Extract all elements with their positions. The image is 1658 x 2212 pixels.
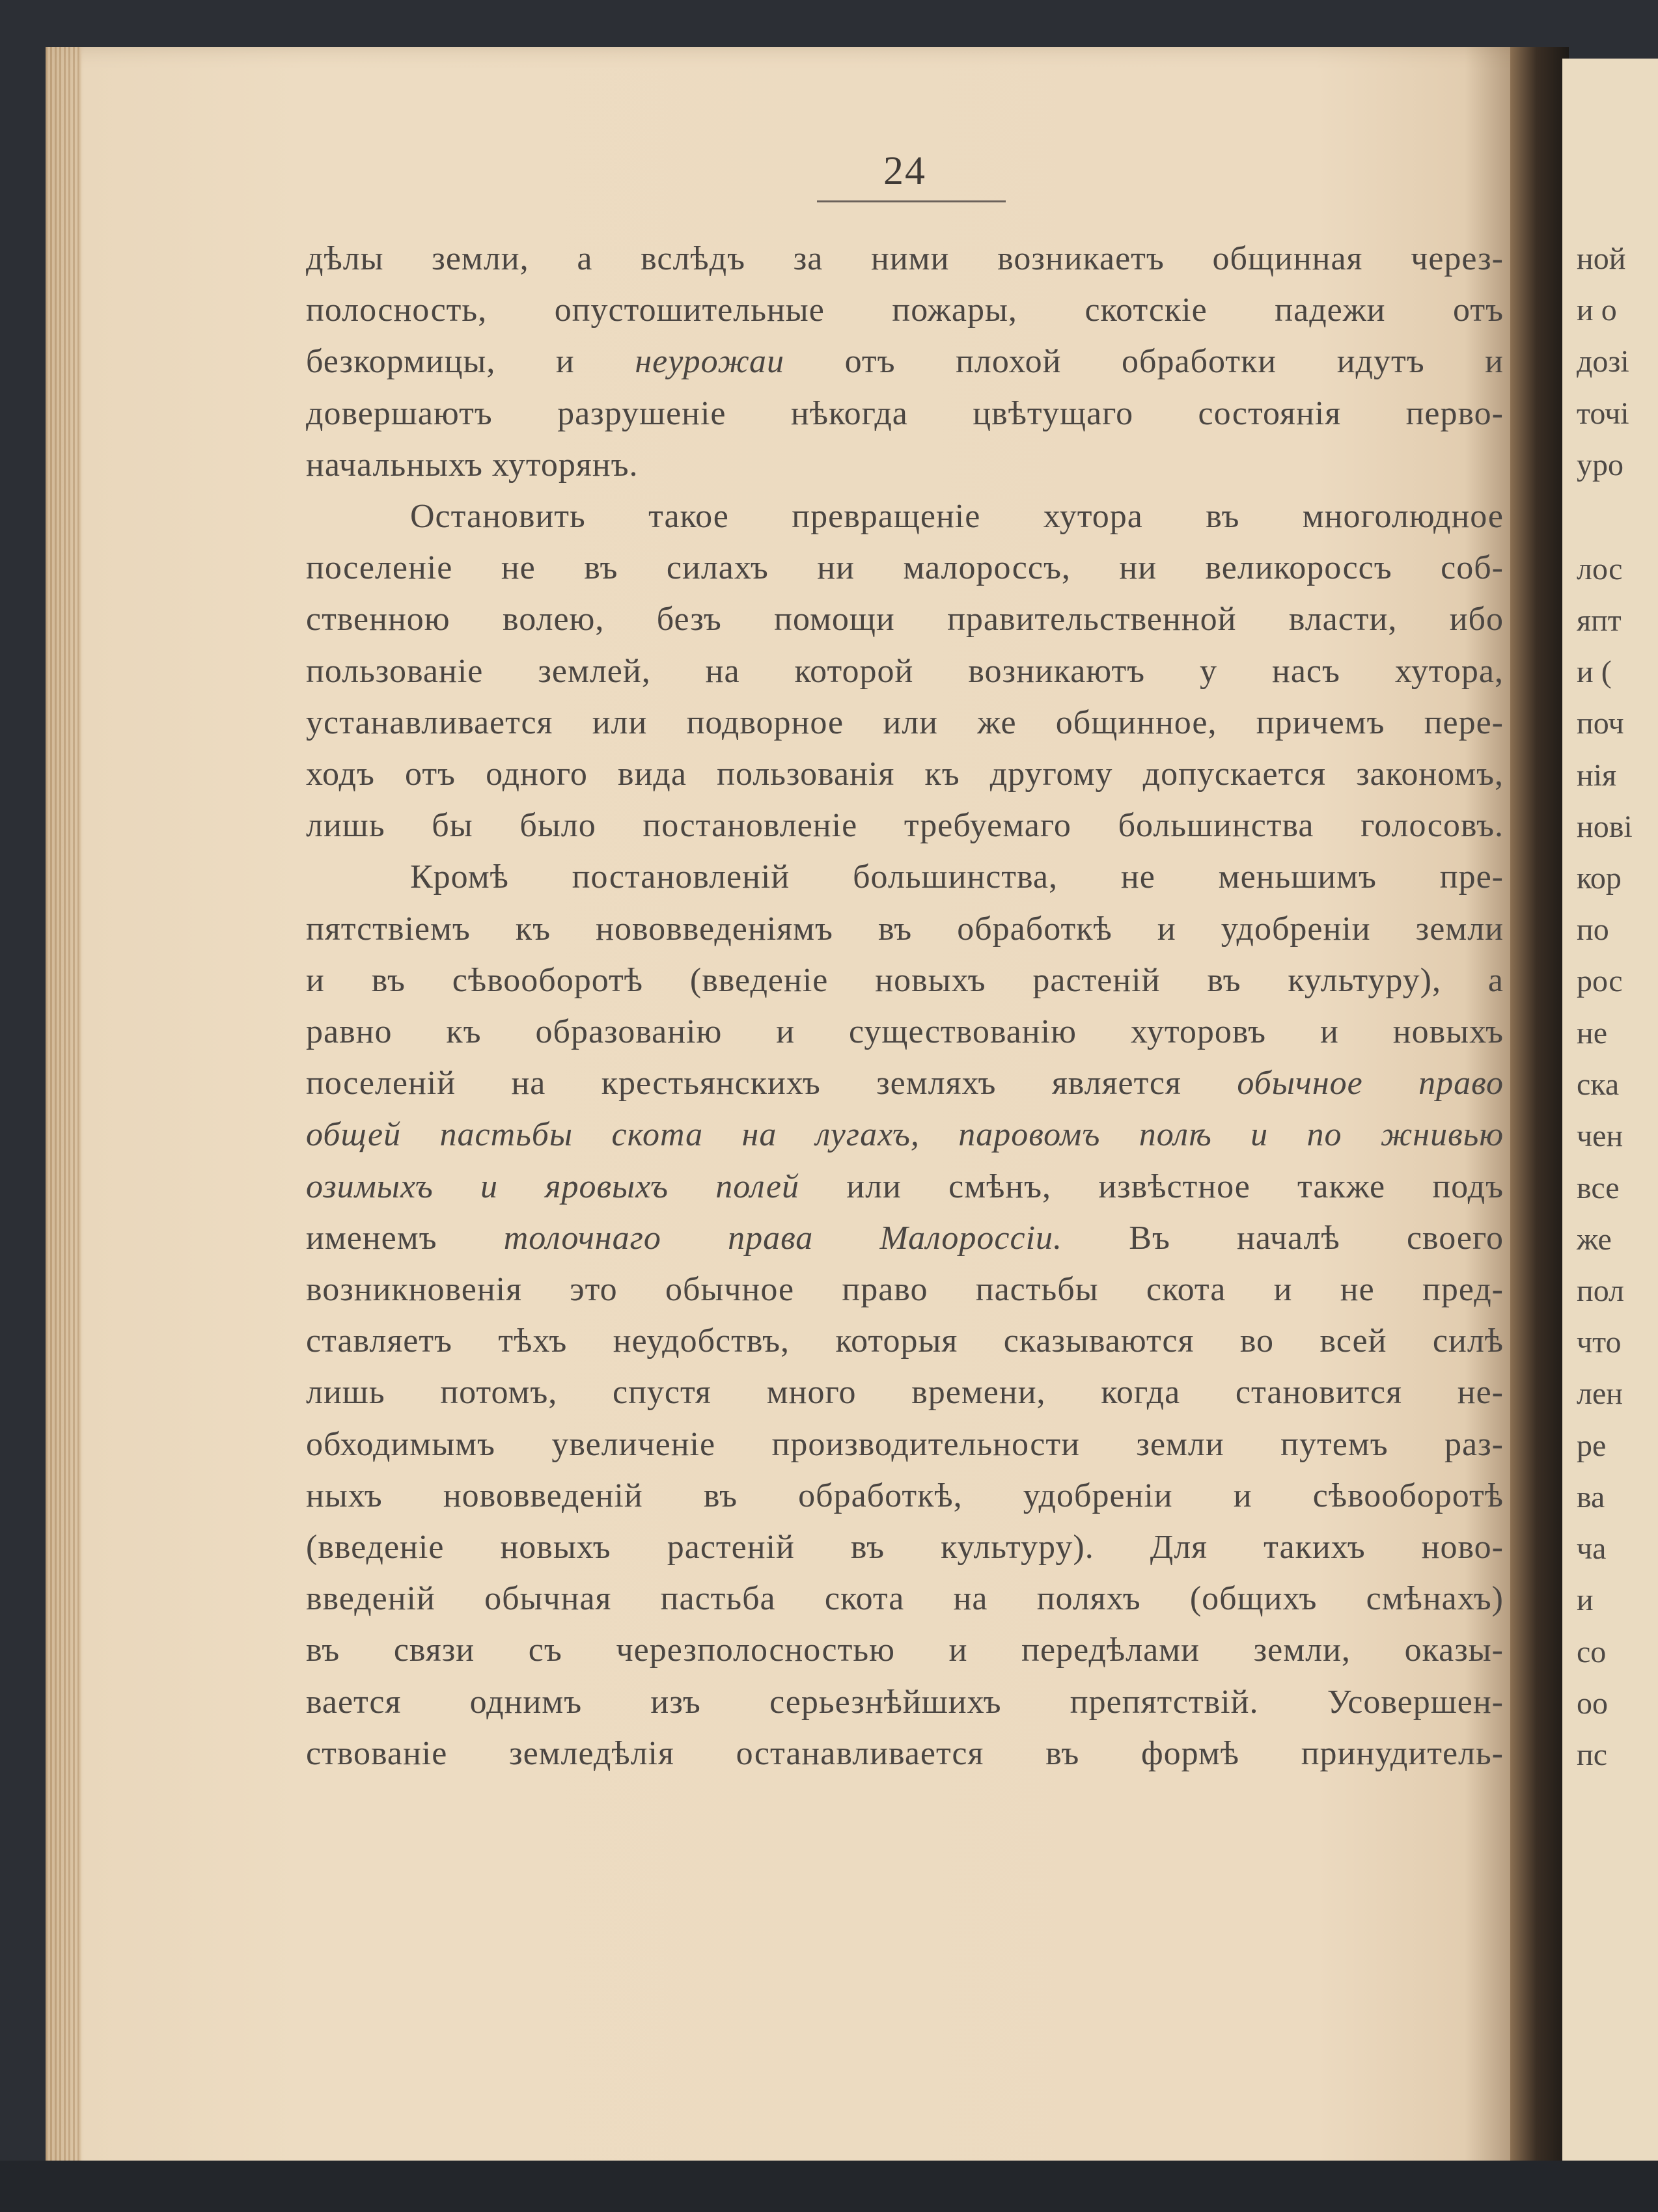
text-run: или смѣнъ, извѣстное также подъ — [799, 1167, 1504, 1205]
facing-page-fragment-text: ска — [1577, 1067, 1620, 1102]
facing-page-fragment-text: уро — [1577, 448, 1623, 482]
page-edge — [46, 47, 81, 2194]
facing-page-fragment-text: поч — [1577, 706, 1624, 741]
text-line — [306, 903, 1504, 955]
text-run: дѣлы земли, а вслѣдъ за ними возникаетъ общинная через- — [306, 240, 1504, 277]
page-number-rule — [817, 200, 1006, 202]
facing-page-fragment-text: ча — [1577, 1531, 1607, 1566]
text-line — [306, 1522, 1504, 1574]
facing-page-fragment-text: что — [1577, 1325, 1622, 1359]
text-line — [306, 439, 1504, 491]
text-run: безкормицы, и — [306, 343, 635, 381]
book-gutter — [1510, 47, 1569, 2194]
facing-page-fragment-text: кор — [1577, 861, 1622, 895]
text-line — [306, 594, 1504, 646]
text-line — [306, 284, 1504, 336]
facing-page-fragment-text: нові — [1577, 810, 1633, 844]
italic-phrase: озимыхъ и яровыхъ полей — [306, 1167, 800, 1205]
italic-phrase: неурожаи — [635, 343, 785, 381]
facing-page-fragment-text: точі — [1577, 396, 1629, 431]
text-line — [410, 491, 1504, 543]
text-run: пятствіемъ къ нововведеніямъ въ обработкѣ и удобреніи земли — [306, 910, 1504, 948]
facing-page-fragment-text: ре — [1577, 1428, 1607, 1463]
text-line — [306, 1161, 1504, 1213]
facing-page-fragment-text: лен — [1577, 1376, 1623, 1411]
facing-page-fragment-text: пс — [1577, 1738, 1607, 1772]
facing-page-fragment-text: оо — [1577, 1686, 1608, 1721]
text-line — [306, 748, 1504, 800]
text-line — [306, 955, 1504, 1007]
facing-page-fragment-text: и — [1577, 1583, 1594, 1617]
text-run: поселеніе не въ силахъ ни малороссъ, ни великороссъ соб- — [306, 549, 1504, 587]
text-line — [306, 1624, 1504, 1676]
italic-phrase: общей пастьбы скота на лугахъ, паровомъ полѣ и по жнивью — [306, 1116, 1504, 1154]
facing-page-fragment-text: пол — [1577, 1274, 1625, 1308]
facing-page-fragment-text: ной — [1577, 241, 1626, 276]
text-run: равно къ образованію и существованію хуторовъ и новыхъ — [306, 1013, 1504, 1050]
text-run: Кромѣ постановленій большинства, не меньшимъ пре- — [410, 858, 1504, 896]
facing-page-fragment-text: все — [1577, 1171, 1620, 1205]
text-run: лишь потомъ, спустя много времени, когда становится не- — [306, 1374, 1504, 1412]
text-line — [306, 646, 1504, 698]
text-line — [306, 800, 1504, 852]
text-run: Остановить такое превращеніе хутора въ многолюдное — [410, 498, 1504, 535]
text-run: лишь бы было постановленіе требуемаго большинства голосовъ. — [306, 807, 1504, 845]
facing-page-fragment-text: ва — [1577, 1480, 1605, 1514]
text-line — [306, 1058, 1504, 1110]
text-run: въ связи съ черезполосностью и передѣлами земли, оказы- — [306, 1632, 1504, 1669]
facing-page-fragment-text: и о — [1577, 293, 1617, 327]
text-line — [306, 542, 1504, 594]
text-line — [306, 1676, 1504, 1728]
facing-page-fragment-text: по — [1577, 912, 1609, 947]
text-line — [306, 336, 1504, 388]
facing-page-fragment-text: не — [1577, 1016, 1607, 1050]
page-number: 24 — [883, 149, 926, 193]
facing-page-fragment-text: же — [1577, 1222, 1612, 1257]
italic-phrase: обычное право — [1237, 1065, 1504, 1102]
text-run: ставляетъ тѣхъ неудобствъ, которыя сказываются во всей силѣ — [306, 1322, 1504, 1360]
text-line — [306, 1006, 1504, 1058]
facing-page-fragment-text: со — [1577, 1635, 1607, 1669]
text-run: ходъ отъ одного вида пользованія къ другому допускается закономъ, — [306, 756, 1504, 793]
text-run: поселеній на крестьянскихъ земляхъ является — [306, 1065, 1237, 1102]
text-run: вается однимъ изъ серьезнѣйшихъ препятствій. Усовершен- — [306, 1683, 1504, 1721]
text-line — [306, 388, 1504, 440]
facing-page-fragment-text: нія — [1577, 758, 1617, 793]
text-run: ственною волею, безъ помощи правительственной власти, ибо — [306, 601, 1504, 638]
text-line — [306, 233, 1504, 285]
facing-page-fragment-text: рос — [1577, 964, 1623, 998]
text-line — [306, 1728, 1504, 1780]
text-line — [306, 1264, 1504, 1316]
text-run: именемъ — [306, 1219, 504, 1257]
text-line — [306, 1212, 1504, 1264]
text-line — [410, 851, 1504, 903]
text-run: пользованіе землей, на которой возникаютъ у насъ хутора, — [306, 652, 1504, 690]
text-line — [306, 1109, 1504, 1161]
text-line — [306, 697, 1504, 749]
text-line — [306, 1573, 1504, 1625]
facing-page-fragment-text: и ( — [1577, 655, 1612, 689]
text-run: ныхъ нововведеній въ обработкѣ, удобреніи и сѣвооборотѣ — [306, 1477, 1504, 1514]
text-run: обходимымъ увеличеніе производительности земли путемъ раз- — [306, 1425, 1504, 1463]
facing-page-fragment-text: чен — [1577, 1119, 1623, 1153]
facing-page-fragment-text: лос — [1577, 552, 1623, 586]
facing-page-fragment — [1562, 59, 1658, 2212]
text-line — [306, 1367, 1504, 1419]
text-run: устанавливается или подворное или же общинное, причемъ пере- — [306, 703, 1504, 741]
text-run: полосность, опустошительные пожары, скотскіе падежи отъ — [306, 292, 1504, 329]
scan-bottom-band — [0, 2161, 1658, 2212]
text-run: Въ началѣ своего — [1062, 1219, 1504, 1257]
text-run: отъ плохой обработки идутъ и — [784, 343, 1504, 381]
text-run: довершаютъ разрушеніе нѣкогда цвѣтущаго состоянія перво- — [306, 394, 1504, 432]
facing-page-fragment-text: япт — [1577, 603, 1622, 638]
text-run: введеній обычная пастьба скота на поляхъ (общихъ смѣнахъ) — [306, 1580, 1504, 1618]
text-run: и въ сѣвооборотѣ (введеніе новыхъ растеній въ культуру), а — [306, 961, 1504, 999]
text-run: (введеніе новыхъ растеній въ культуру). Для такихъ ново- — [306, 1529, 1504, 1566]
text-run: возникновенія это обычное право пастьбы скота и не пред- — [306, 1271, 1504, 1308]
italic-phrase: толочнаго права Малороссіи. — [503, 1219, 1063, 1257]
text-line — [306, 1470, 1504, 1522]
text-line — [306, 1315, 1504, 1367]
text-run: начальныхъ хуторянъ. — [306, 446, 639, 484]
text-run: ствованіе земледѣлія останавливается въ формѣ принудитель- — [306, 1734, 1504, 1772]
facing-page-fragment-text: дозі — [1577, 344, 1629, 379]
text-line — [306, 1419, 1504, 1471]
